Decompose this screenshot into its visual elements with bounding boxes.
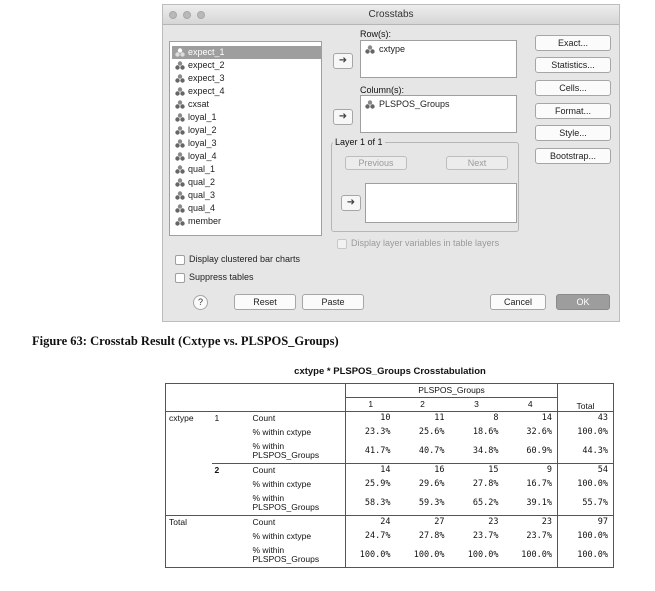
columns-label: Column(s): [360,85,405,95]
table-cell: 100.0% [558,530,614,544]
title-bar [163,5,619,25]
help-button[interactable]: ? [193,295,208,310]
clustered-bar-charts-label: Display clustered bar charts [189,254,301,264]
table-row [166,464,614,478]
arrow-right-icon: ➜ [346,197,356,208]
variable-item[interactable] [172,98,321,111]
scale-variable-icon [175,204,185,213]
variable-item[interactable] [172,215,321,228]
row-variable-label: cxtype [166,412,212,426]
stat-label: % within cxtype [252,427,312,437]
next-layer-button[interactable]: Next [446,156,508,170]
table-row [166,478,614,492]
table-cell: 9 [546,465,552,476]
table-cell: 40.7% [396,440,450,464]
crosstab-title: cxtype * PLSPOS_Groups Crosstabulation [294,366,486,377]
variable-label: qual_1 [188,164,216,174]
bootstrap-button[interactable]: Bootstrap... [535,148,611,164]
table-cell: 32.6% [526,427,552,437]
rows-list[interactable] [360,40,517,78]
scale-variable-icon [175,217,185,226]
variable-item[interactable] [172,202,321,215]
column-header: 4 [504,398,558,412]
columns-item[interactable] [365,99,450,110]
crosstab-table [165,383,614,568]
columns-list[interactable] [360,95,517,133]
variable-label: loyal_3 [188,138,217,148]
corner-cell [166,384,346,412]
variable-item[interactable] [172,150,321,163]
variable-label: expect_2 [188,60,225,70]
rows-item-label: cxtype [379,44,406,54]
table-cell: 43 [558,412,614,426]
stat-label: Count [252,413,276,424]
cancel-button[interactable]: Cancel [490,294,546,310]
table-cell: 100.0% [558,426,614,440]
scale-variable-icon [365,100,375,109]
scale-variable-icon [175,48,185,57]
variable-item[interactable] [172,137,321,150]
table-cell: 16.7% [526,479,552,489]
variable-item[interactable] [172,72,321,85]
table-cell: 10 [346,412,396,426]
table-row [166,492,614,516]
move-to-rows-button[interactable] [333,53,353,69]
variable-label: expect_1 [188,47,225,57]
scale-variable-icon [175,100,185,109]
move-to-columns-button[interactable] [333,109,353,125]
paste-button[interactable]: Paste [302,294,364,310]
column-header: 3 [450,398,504,412]
table-cell: 39.1% [504,492,558,516]
scale-variable-icon [175,126,185,135]
table-cell: 29.6% [418,479,445,489]
clustered-bar-charts-checkbox[interactable] [175,255,185,265]
scale-variable-icon [175,165,185,174]
table-cell: 24 [346,516,396,530]
variable-label: expect_3 [188,73,225,83]
variable-label: expect_4 [188,86,225,96]
variable-label: cxsat [188,99,210,109]
table-cell: 24.7% [346,530,396,544]
table-cell: 16 [434,465,445,476]
suppress-tables-label: Suppress tables [189,272,254,282]
reset-button[interactable]: Reset [234,294,296,310]
table-cell: 97 [558,516,614,530]
display-layer-label: Display layer variables in table layers [351,238,500,248]
table-cell: 15 [488,465,499,476]
scale-variable-icon [365,45,375,54]
table-cell: 100.0% [396,544,450,568]
variable-label: qual_2 [188,177,216,187]
stat-label: % within cxtype [252,479,312,489]
style-button[interactable]: Style... [535,125,611,141]
table-cell: 25.9% [346,478,396,492]
table-cell: 14 [541,413,552,424]
table-cell: 41.7% [346,440,396,464]
variable-label: loyal_1 [188,112,217,122]
table-cell: 100.0% [558,478,614,492]
previous-layer-button[interactable]: Previous [345,156,407,170]
table-row [166,426,614,440]
arrow-right-icon: ➜ [338,55,348,66]
variable-label: member [188,216,222,226]
table-cell: 14 [346,464,396,478]
figure-caption: Figure 63: Crosstab Result (Cxtype vs. PLSPOS_Groups) [32,334,339,348]
ok-button[interactable]: OK [556,294,610,310]
column-header: 2 [396,398,450,412]
table-cell: 100.0% [558,544,614,568]
statistics-button[interactable]: Statistics... [535,57,611,73]
header-row [166,384,614,398]
table-row [166,440,614,464]
variable-list[interactable] [169,41,322,236]
table-cell: 100.0% [346,544,396,568]
rows-item[interactable] [365,44,405,55]
stat-label: % within PLSPOS_Groups [250,492,346,516]
column-header: 1 [346,398,396,412]
exact-button[interactable]: Exact... [535,35,611,51]
table-cell: 58.3% [346,492,396,516]
column-header: Total [558,384,614,412]
format-button[interactable]: Format... [535,103,611,119]
variable-item[interactable] [172,163,321,176]
variable-label: qual_4 [188,203,216,213]
table-cell: 23 [488,517,499,528]
table-cell: 8 [493,413,499,424]
row-group-label: Total [166,516,250,530]
variable-label: loyal_2 [188,125,217,135]
table-cell: 23.3% [346,426,396,440]
columns-item-label: PLSPOS_Groups [379,99,450,109]
table-row [166,412,614,426]
table-cell: 23.7% [526,531,552,541]
table-cell: 11 [434,413,445,424]
table-row [166,544,614,568]
stat-label: Count [252,465,276,476]
scale-variable-icon [175,74,185,83]
row-group-label: 2 [214,465,220,476]
scale-variable-icon [175,178,185,187]
column-group-header: PLSPOS_Groups [346,384,558,398]
table-cell: 27 [434,517,445,528]
table-cell: 55.7% [558,492,614,516]
variable-label: qual_3 [188,190,216,200]
table-cell: 34.8% [450,440,504,464]
variable-item[interactable] [172,46,321,59]
scale-variable-icon [175,191,185,200]
table-cell: 65.2% [450,492,504,516]
layer-list[interactable] [365,183,517,223]
table-cell: 23.7% [472,531,499,541]
table-cell: 23 [541,517,552,528]
arrow-right-icon: ➜ [338,111,348,122]
table-cell: 60.9% [504,440,558,464]
stat-label: % within PLSPOS_Groups [250,544,346,568]
suppress-tables-checkbox[interactable] [175,273,185,283]
scale-variable-icon [175,61,185,70]
stat-label: % within PLSPOS_Groups [250,440,346,464]
move-to-layer-button[interactable] [341,195,361,211]
variable-item[interactable] [172,111,321,124]
stat-label: Count [252,517,276,528]
scale-variable-icon [175,152,185,161]
variable-label: loyal_4 [188,151,217,161]
rows-label: Row(s): [360,29,391,39]
table-cell: 54 [558,464,614,478]
table-cell: 44.3% [558,440,614,464]
window-title: Crosstabs [368,9,414,20]
scale-variable-icon [175,87,185,96]
table-row [166,516,614,530]
row-group-label: 1 [214,413,220,424]
table-row [166,530,614,544]
table-cell: 100.0% [504,544,558,568]
scale-variable-icon [175,139,185,148]
table-cell: 18.6% [472,427,499,437]
table-cell: 27.8% [418,531,445,541]
scale-variable-icon [175,113,185,122]
cells-button[interactable]: Cells... [535,80,611,96]
variable-item[interactable] [172,59,321,72]
layer-label: Layer 1 of 1 [335,137,383,147]
variable-item[interactable] [172,124,321,137]
table-cell: 25.6% [418,427,445,437]
variable-item[interactable] [172,189,321,202]
crosstabs-dialog [162,4,620,322]
variable-item[interactable] [172,176,321,189]
stat-label: % within cxtype [252,531,312,541]
display-layer-checkbox[interactable] [337,239,347,249]
table-cell: 59.3% [396,492,450,516]
table-cell: 100.0% [450,544,504,568]
variable-item[interactable] [172,85,321,98]
table-cell: 27.8% [472,479,499,489]
